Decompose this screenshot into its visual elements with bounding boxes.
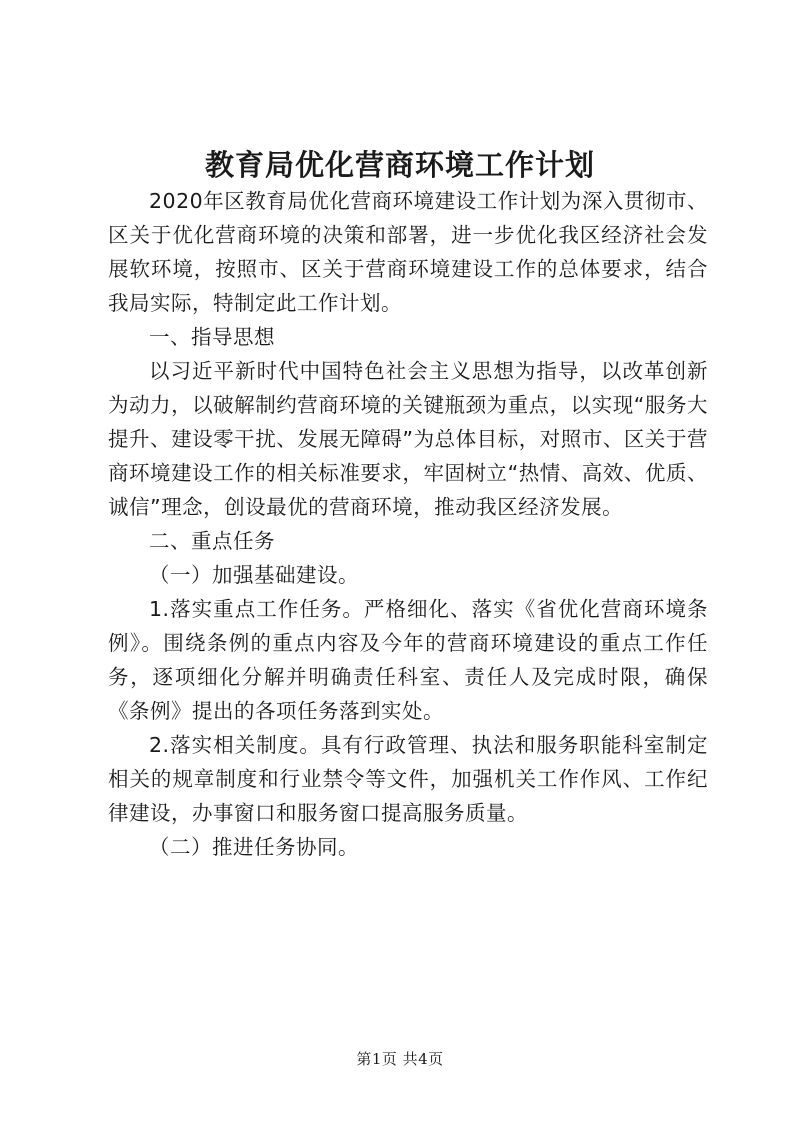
subsection-heading-coordination: （二）推进任务协同。 [149, 835, 359, 859]
page-footer [0, 1048, 800, 1069]
task-paragraph-2: 2.落实相关制度。具有行政管理、执法和服务职能科室制定相关的规章制度和行业禁令等文件，加强机关工作作风、工作纪律建设，办事窗口和服务窗口提高服务质量。 [108, 733, 708, 825]
page-number: 第1页 共4页 [356, 1050, 444, 1068]
section-heading-key-tasks: 二、重点任务 [149, 529, 275, 553]
document-body [108, 184, 708, 864]
intro-paragraph: 2020年区教育局优化营商环境建设工作计划为深入贯彻市、区关于优化营商环境的决策和部署，进一步优化我区经济社会发展软环境，按照市、区关于营商环境建设工作的总体要求，结合我局实际，特制定此工作计划。 [108, 189, 708, 315]
guiding-ideology-paragraph: 以习近平新时代中国特色社会主义思想为指导，以改革创新为动力，以破解制约营商环境的关键瓶颈为重点，以实现“服务大提升、建设零干扰、发展无障碍”为总体目标，对照市、区关于营商环境建设工作的相关标准要求，牢固树立“热情、高效、优质、诚信”理念，创设最优的营商环境，推动我区经济发展。 [108, 359, 708, 519]
task-paragraph-1: 1.落实重点工作任务。严格细化、落实《省优化营商环境条例》。围绕条例的重点内容及今年的营商环境建设的重点工作任务，逐项细化分解并明确责任科室、责任人及完成时限，确保《条例》提出的各项任务落到实处。 [108, 597, 708, 723]
subsection-heading-infrastructure: （一）加强基础建设。 [149, 563, 359, 587]
document-title: 教育局优化营商环境工作计划 [204, 148, 595, 182]
section-heading-guiding-ideology: 一、指导思想 [149, 325, 275, 349]
